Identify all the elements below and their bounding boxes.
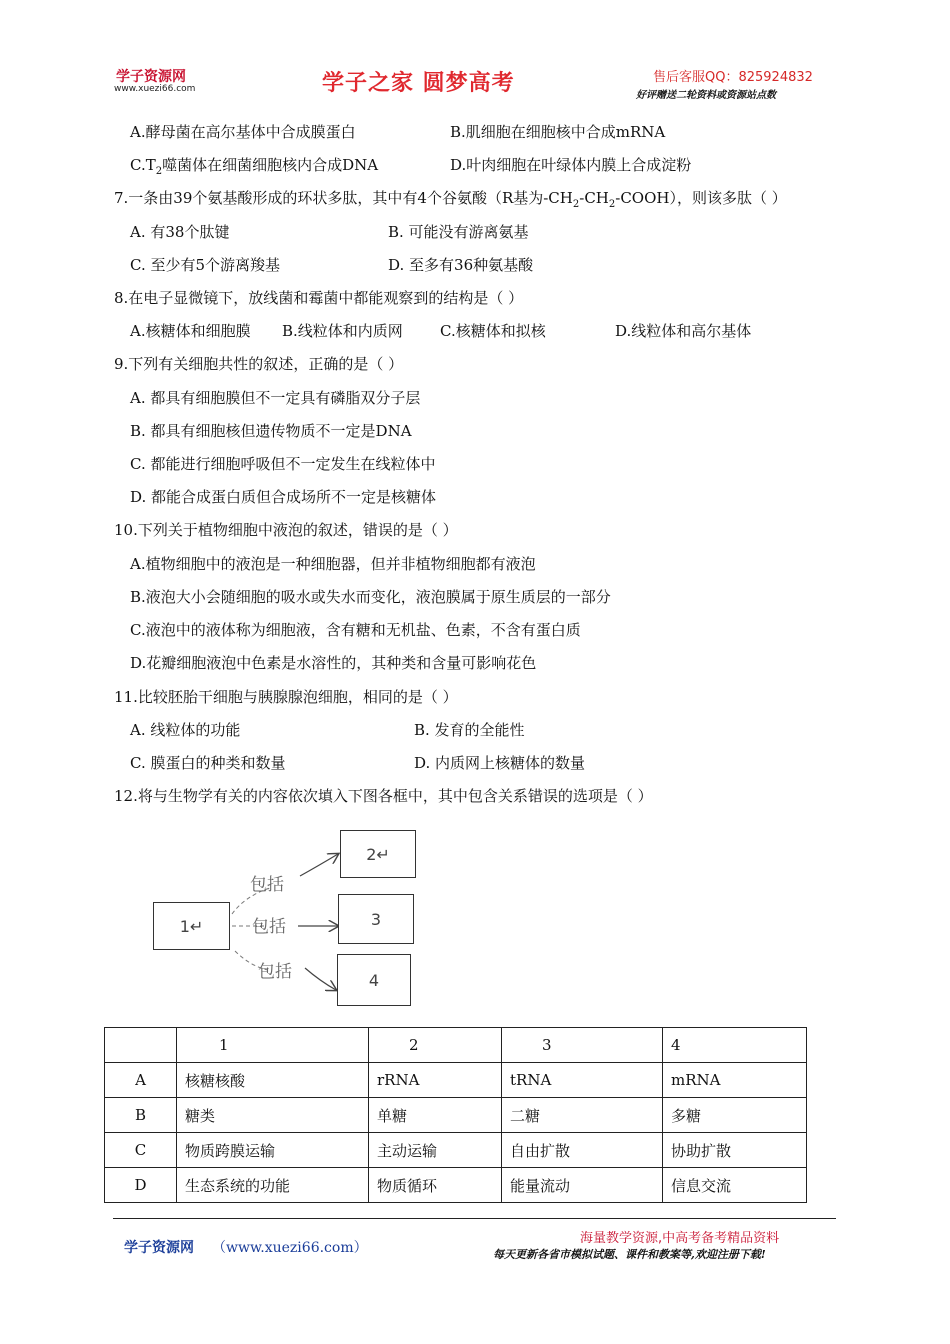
diagram-label-include-2: 包括	[252, 917, 286, 937]
table-cell: tRNA	[502, 1063, 663, 1098]
diagram-box-1: 1↵	[153, 902, 230, 950]
q7-stem: 7.一条由39个氨基酸形成的环状多肽，其中有4个谷氨酸（R基为$-CH_2-CH_2-COOH$），则该多肽（ ）	[114, 189, 787, 210]
table-row	[105, 1063, 807, 1098]
q12-stem: 12.将与生物学有关的内容依次填入下图各框中，其中包含关系错误的选项是（ ）	[114, 787, 653, 805]
table-header-cell: 2	[369, 1028, 502, 1063]
q11-option-b: B. 发育的全能性	[414, 721, 525, 739]
q7-option-d: D. 至多有36种氨基酸	[388, 256, 534, 274]
table-cell: 能量流动	[502, 1168, 663, 1203]
table-cell: 糖类	[177, 1098, 369, 1133]
table-header-cell: 3	[502, 1028, 663, 1063]
table-header-cell: 1	[177, 1028, 369, 1063]
q10-option-b: B.液泡大小会随细胞的吸水或失水而变化，液泡膜属于原生质层的一部分	[130, 588, 611, 606]
header-site-url[interactable]: www.xuezi66.com	[114, 84, 196, 94]
table-cell: 核糖核酸	[177, 1063, 369, 1098]
header-service-note: 好评赠送二轮资料或资源站点数	[636, 90, 776, 101]
q9-stem: 9.下列有关细胞共性的叙述，正确的是（ ）	[114, 355, 404, 373]
diagram-box-2: 2↵	[340, 830, 416, 878]
table-cell: mRNA	[663, 1063, 807, 1098]
footer-site-name: 学子资源网	[124, 1240, 194, 1256]
q7-option-c: C. 至少有5个游离羧基	[130, 256, 281, 274]
q7-option-a: A. 有38个肽键	[130, 223, 230, 241]
table-row	[105, 1133, 807, 1168]
q6-option-d: D.叶肉细胞在叶绿体内膜上合成淀粉	[450, 156, 692, 174]
table-header-cell	[105, 1028, 177, 1063]
footer-divider	[113, 1218, 836, 1219]
diagram-box-3: 3	[338, 894, 414, 944]
table-row	[105, 1098, 807, 1133]
table-cell: A	[105, 1063, 177, 1098]
q7-option-b: B. 可能没有游离氨基	[388, 223, 529, 241]
q8-option-d: D.线粒体和高尔基体	[615, 322, 752, 340]
q10-option-a: A.植物细胞中的液泡是一种细胞器，但并非植物细胞都有液泡	[130, 555, 536, 573]
table-cell: 物质循环	[369, 1168, 502, 1203]
table-row	[105, 1168, 807, 1203]
table-cell: rRNA	[369, 1063, 502, 1098]
table-cell: C	[105, 1133, 177, 1168]
table-cell: 单糖	[369, 1098, 502, 1133]
q10-option-c: C.液泡中的液体称为细胞液，含有糖和无机盐、色素，不含有蛋白质	[130, 621, 581, 639]
q10-stem: 10.下列关于植物细胞中液泡的叙述，错误的是（ ）	[114, 521, 458, 539]
table-cell: 主动运输	[369, 1133, 502, 1168]
header-site-name: 学子资源网	[116, 69, 186, 85]
q9-option-b: B. 都具有细胞核但遗传物质不一定是DNA	[130, 422, 412, 440]
q9-option-c: C. 都能进行细胞呼吸但不一定发生在线粒体中	[130, 455, 436, 473]
table-cell: 信息交流	[663, 1168, 807, 1203]
q9-option-d: D. 都能合成蛋白质但合成场所不一定是核糖体	[130, 488, 437, 506]
table-cell: D	[105, 1168, 177, 1203]
table-cell: 自由扩散	[502, 1133, 663, 1168]
q6-option-b: B.肌细胞在细胞核中合成mRNA	[450, 123, 666, 141]
header-title: 学子之家 圆梦高考	[322, 71, 515, 96]
q11-option-a: A. 线粒体的功能	[130, 721, 241, 739]
inclusion-diagram	[150, 826, 440, 1011]
diagram-box-4: 4	[337, 954, 411, 1006]
q9-option-a: A. 都具有细胞膜但不一定具有磷脂双分子层	[130, 389, 421, 407]
q6-option-c: $C.T_2$噬菌体在细菌细胞核内合成DNA	[130, 156, 379, 177]
diagram-label-include-1: 包括	[250, 875, 284, 895]
q8-stem: 8.在电子显微镜下，放线菌和霉菌中都能观察到的结构是（ ）	[114, 289, 524, 307]
q12-options-table	[104, 1027, 807, 1203]
q8-option-b: B.线粒体和内质网	[282, 322, 403, 340]
q8-option-a: A.核糖体和细胞膜	[130, 322, 251, 340]
table-cell: B	[105, 1098, 177, 1133]
q11-stem: 11.比较胚胎干细胞与胰腺腺泡细胞，相同的是（ ）	[114, 688, 458, 706]
table-cell: 物质跨膜运输	[177, 1133, 369, 1168]
table-cell: 协助扩散	[663, 1133, 807, 1168]
header-service-qq: 售后客服QQ：825924832	[653, 70, 813, 85]
table-cell: 二糖	[502, 1098, 663, 1133]
diagram-label-include-3: 包括	[258, 962, 292, 982]
table-header-cell: 4	[663, 1028, 807, 1063]
q11-option-c: C. 膜蛋白的种类和数量	[130, 754, 286, 772]
footer-note: 每天更新各省市模拟试题、课件和教案等,欢迎注册下载!	[493, 1248, 766, 1261]
table-header-row	[105, 1028, 807, 1063]
table-cell: 多糖	[663, 1098, 807, 1133]
q8-option-c: C.核糖体和拟核	[440, 322, 546, 340]
q6-option-a: A.酵母菌在高尔基体中合成膜蛋白	[130, 123, 356, 141]
footer-site-url[interactable]: （www.xuezi66.com）	[212, 1240, 368, 1256]
table-cell: 生态系统的功能	[177, 1168, 369, 1203]
q10-option-d: D.花瓣细胞液泡中色素是水溶性的，其种类和含量可影响花色	[130, 654, 537, 672]
q11-option-d: D. 内质网上核糖体的数量	[414, 754, 586, 772]
footer-slogan: 海量教学资源,中高考备考精品资料	[580, 1231, 780, 1246]
